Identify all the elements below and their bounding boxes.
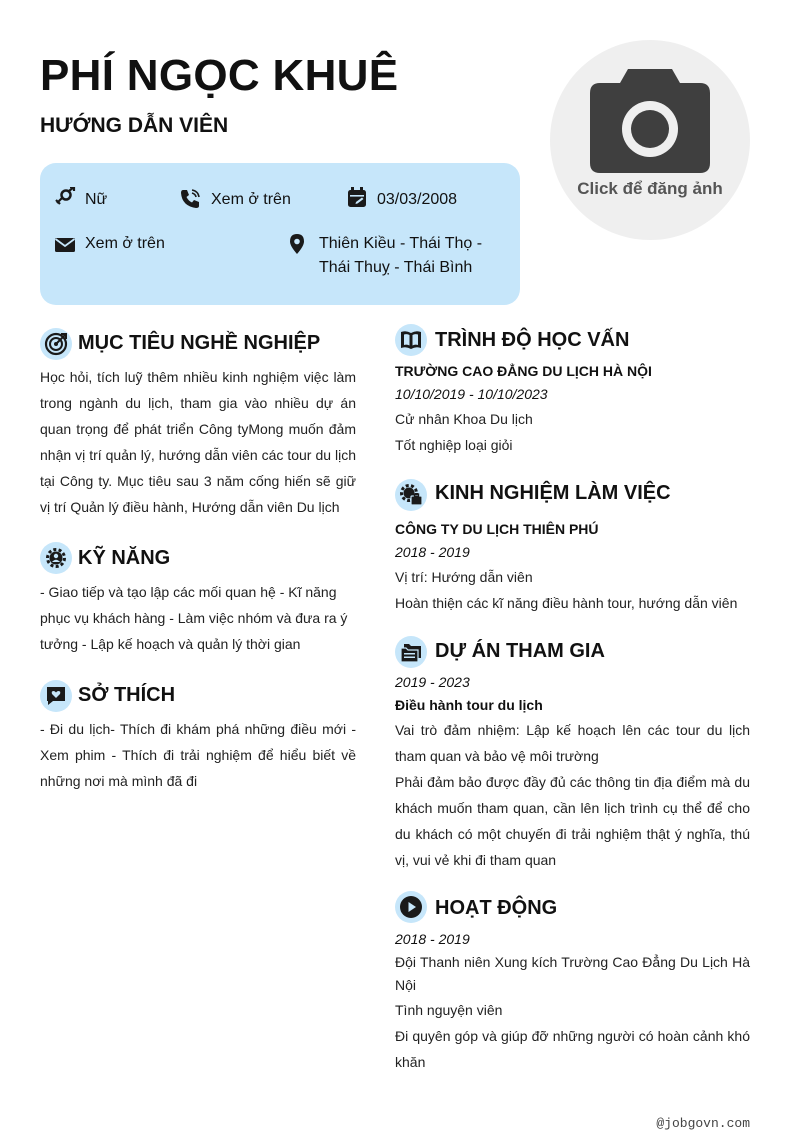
location-icon xyxy=(286,233,308,255)
skills-text: - Giao tiếp và tạo lập các mối quan hệ - Kĩ năng phục vụ khách hàng - Làm việc nhóm và đưa ra ý tưởng - Lập kế hoạch và quản lý thời gian xyxy=(40,584,348,652)
projects-name: Điều hành tour du lịch xyxy=(395,697,543,713)
book-icon xyxy=(395,324,427,356)
activities-period: 2018 - 2019 xyxy=(395,931,470,947)
projects-period: 2019 - 2023 xyxy=(395,674,470,690)
phone-icon xyxy=(179,188,201,210)
education-grade: Tốt nghiệp loại giỏi xyxy=(395,437,513,453)
education-period: 10/10/2019 - 10/10/2023 xyxy=(395,386,548,402)
email-value: Xem ở trên xyxy=(85,235,165,252)
heart-chat-icon xyxy=(40,680,72,712)
education-degree: Cử nhân Khoa Du lịch xyxy=(395,411,533,427)
projects-title: DỰ ÁN THAM GIA xyxy=(435,640,605,662)
candidate-name: PHÍ NGỌC KHUÊ xyxy=(40,51,399,100)
objective-title: MỤC TIÊU NGHỀ NGHIỆP xyxy=(78,332,321,354)
target-icon xyxy=(40,328,72,360)
skills-title: KỸ NĂNG xyxy=(78,547,171,569)
activities-role: Tình nguyện viên xyxy=(395,1002,503,1018)
activities-organization: Đội Thanh niên Xung kích Trường Cao Đẳng Du Lịch Hà Nội xyxy=(395,954,750,993)
job-title: HƯỚNG DẪN VIÊN xyxy=(40,114,229,137)
education-title: TRÌNH ĐỘ HỌC VẤN xyxy=(435,329,630,351)
phone-value: Xem ở trên xyxy=(211,191,291,208)
camera-icon xyxy=(590,69,710,173)
experience-title: KINH NGHIỆM LÀM VIỆC xyxy=(435,482,671,504)
contact-info-box xyxy=(40,163,520,305)
gender-value: Nữ xyxy=(85,191,108,208)
email-icon xyxy=(54,234,76,256)
experience-description: Hoàn thiện các kĩ năng điều hành tour, hướng dẫn viên xyxy=(395,595,738,611)
experience-period: 2018 - 2019 xyxy=(395,544,470,560)
experience-company: CÔNG TY DU LỊCH THIÊN PHÚ xyxy=(395,521,599,537)
objective-text: Học hỏi, tích luỹ thêm nhiều kinh nghiệm việc làm trong ngành du lịch, tham gia vào nhiều dự án quan trọng để phát triển Công tyMong muốn đảm nhận vị trí quản lý, hướng dẫn viên các tour du lịch tại Công ty. Mục tiêu sau 3 năm cống hiến sẽ giữ vị trí Quản lý điều hành, Hướng dẫn viên Du lịch xyxy=(40,369,356,515)
play-icon xyxy=(395,891,427,923)
photo-upload[interactable] xyxy=(550,40,750,240)
folder-icon xyxy=(395,636,427,668)
gear-briefcase-icon xyxy=(395,479,427,511)
gender-icon xyxy=(54,187,76,209)
calendar-icon xyxy=(346,187,368,209)
hobbies-title: SỞ THÍCH xyxy=(78,684,176,706)
projects-detail: Phải đảm bảo được đầy đủ các thông tin địa điểm mà du khách muốn tham quan, cần lên lịch trình cụ thể để cho du khách có một chuyến đi trải nghiệm thật ý nghĩa, thú vị, vui vẻ khi đi tham quan xyxy=(395,774,750,868)
activities-title: HOẠT ĐỘNG xyxy=(435,897,558,919)
address-value: Thiên Kiều - Thái Thọ - Thái Thuỵ - Thái Bình xyxy=(319,235,483,276)
dob-value: 03/03/2008 xyxy=(377,191,458,208)
footer-credit: @jobgovn.com xyxy=(656,1116,750,1131)
projects-role: Vai trò đảm nhiệm: Lập kế hoạch lên các tour du lịch tham quan và bảo vệ môi trường xyxy=(395,722,750,764)
hobbies-text: - Đi du lịch- Thích đi khám phá những điều mới - Xem phim - Thích đi trải nghiệm để hiểu biết về những nơi mà mình đã đi xyxy=(40,721,356,789)
gear-user-icon xyxy=(40,542,72,574)
photo-upload-label: Click để đăng ảnh xyxy=(577,179,723,198)
activities-description: Đi quyên góp và giúp đỡ những người có hoàn cảnh khó khăn xyxy=(395,1028,750,1070)
experience-position: Vị trí: Hướng dẫn viên xyxy=(395,569,533,585)
education-school: TRƯỜNG CAO ĐẲNG DU LỊCH HÀ NỘI xyxy=(395,363,652,379)
